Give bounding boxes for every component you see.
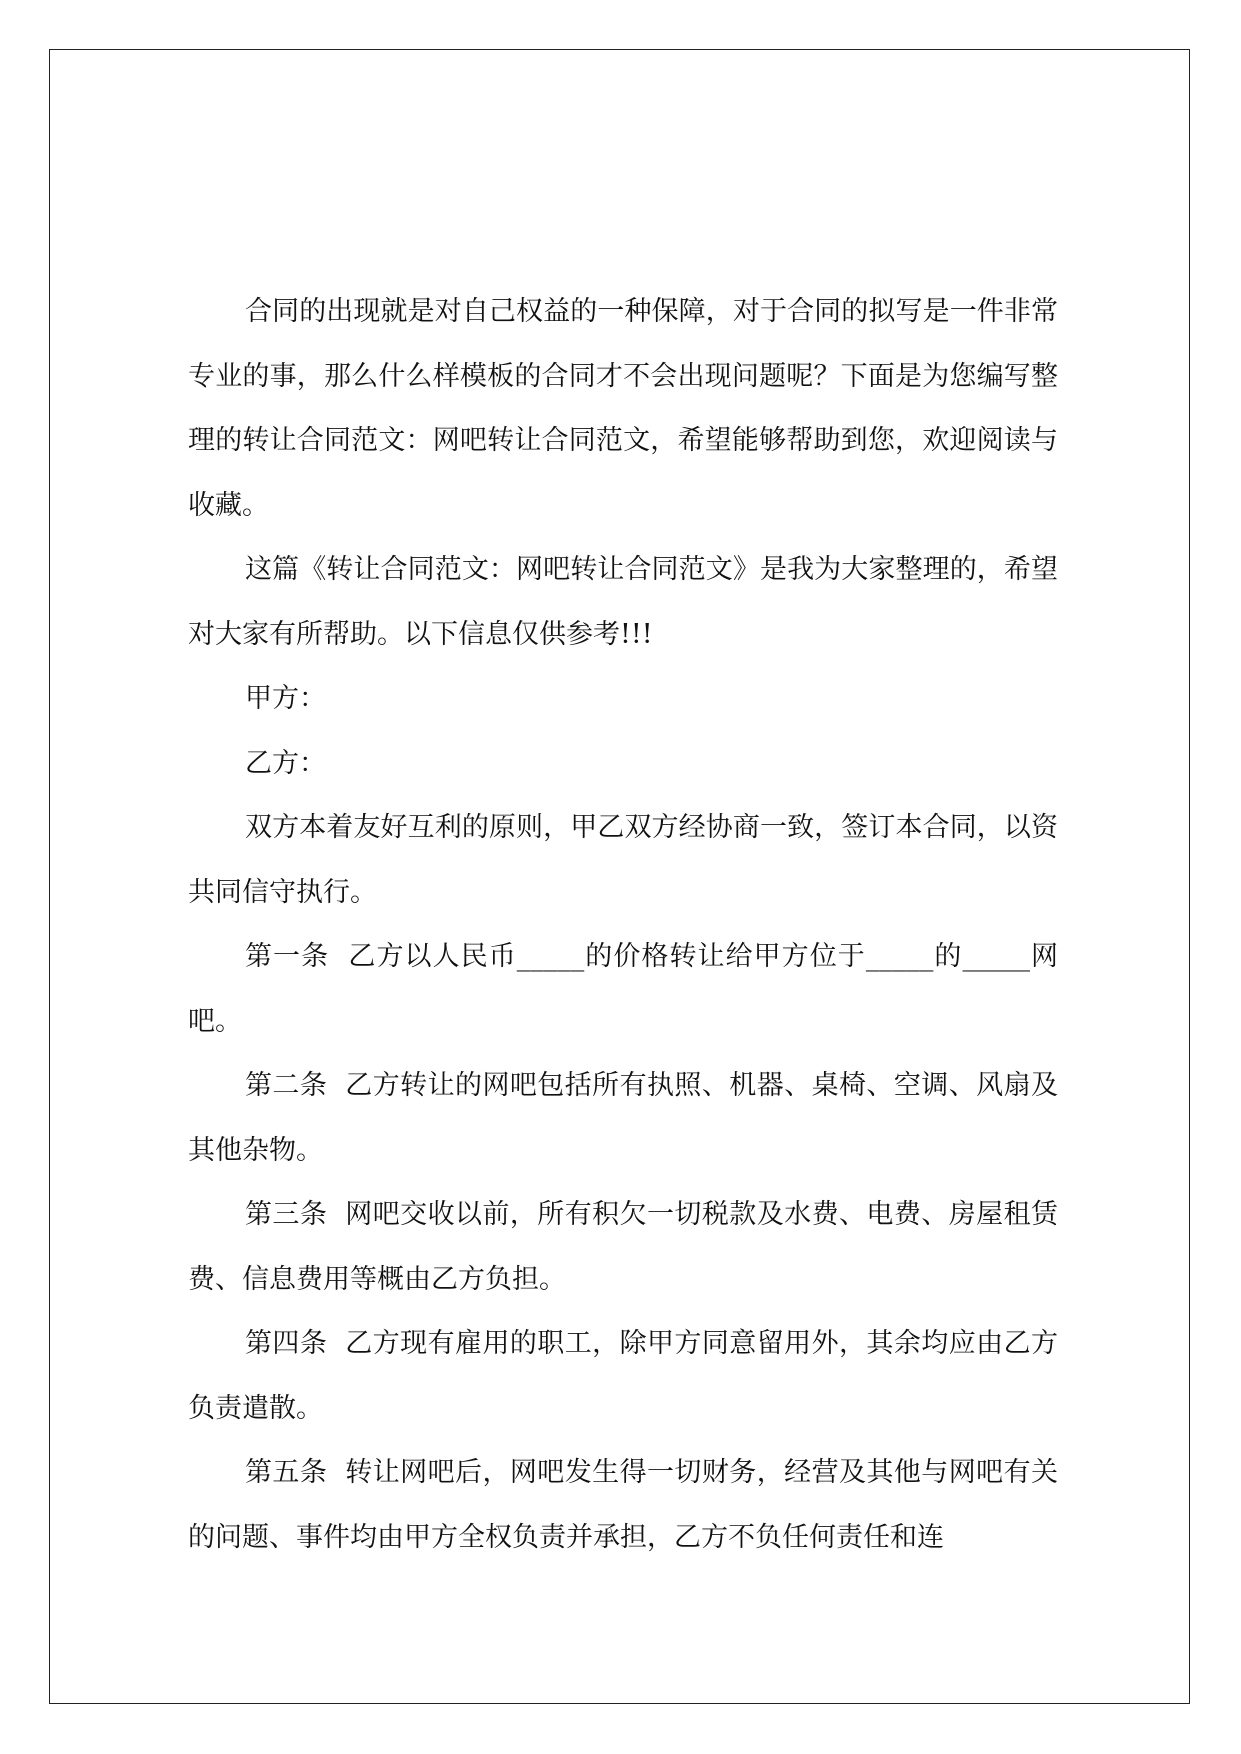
paragraph-intro: 合同的出现就是对自己权益的一种保障，对于合同的拟写是一件非常专业的事，那么什么样模板的合同才不会出现问题呢？下面是为您编写整理的转让合同范文：网吧转让合同范文，希望能够帮助到您，欢迎阅读与收藏。 — [188, 296, 1058, 521]
document-body — [188, 280, 1058, 1570]
paragraph-principle: 双方本着友好互利的原则，甲乙双方经协商一致，签订本合同，以资共同信守执行。 — [188, 812, 1058, 908]
paragraph-note: 这篇《转让合同范文：网吧转让合同范文》是我为大家整理的，希望对大家有所帮助。以下信息仅供参考!!! — [188, 554, 1058, 650]
article-3: 第三条 网吧交收以前，所有积欠一切税款及水费、电费、房屋租赁费、信息费用等概由乙方负担。 — [188, 1199, 1058, 1295]
party-a-line: 甲方： — [245, 683, 326, 714]
article-5: 第五条 转让网吧后，网吧发生得一切财务，经营及其他与网吧有关的问题、事件均由甲方全权负责并承担，乙方不负任何责任和连 — [188, 1457, 1058, 1553]
article-1: 第一条 乙方以人民币_____的价格转让给甲方位于_____的_____网吧。 — [188, 941, 1058, 1037]
article-4: 第四条 乙方现有雇用的职工，除甲方同意留用外，其余均应由乙方负责遣散。 — [188, 1328, 1058, 1424]
article-2: 第二条 乙方转让的网吧包括所有执照、机器、桌椅、空调、风扇及其他杂物。 — [188, 1070, 1058, 1166]
party-b-line: 乙方： — [245, 747, 326, 779]
